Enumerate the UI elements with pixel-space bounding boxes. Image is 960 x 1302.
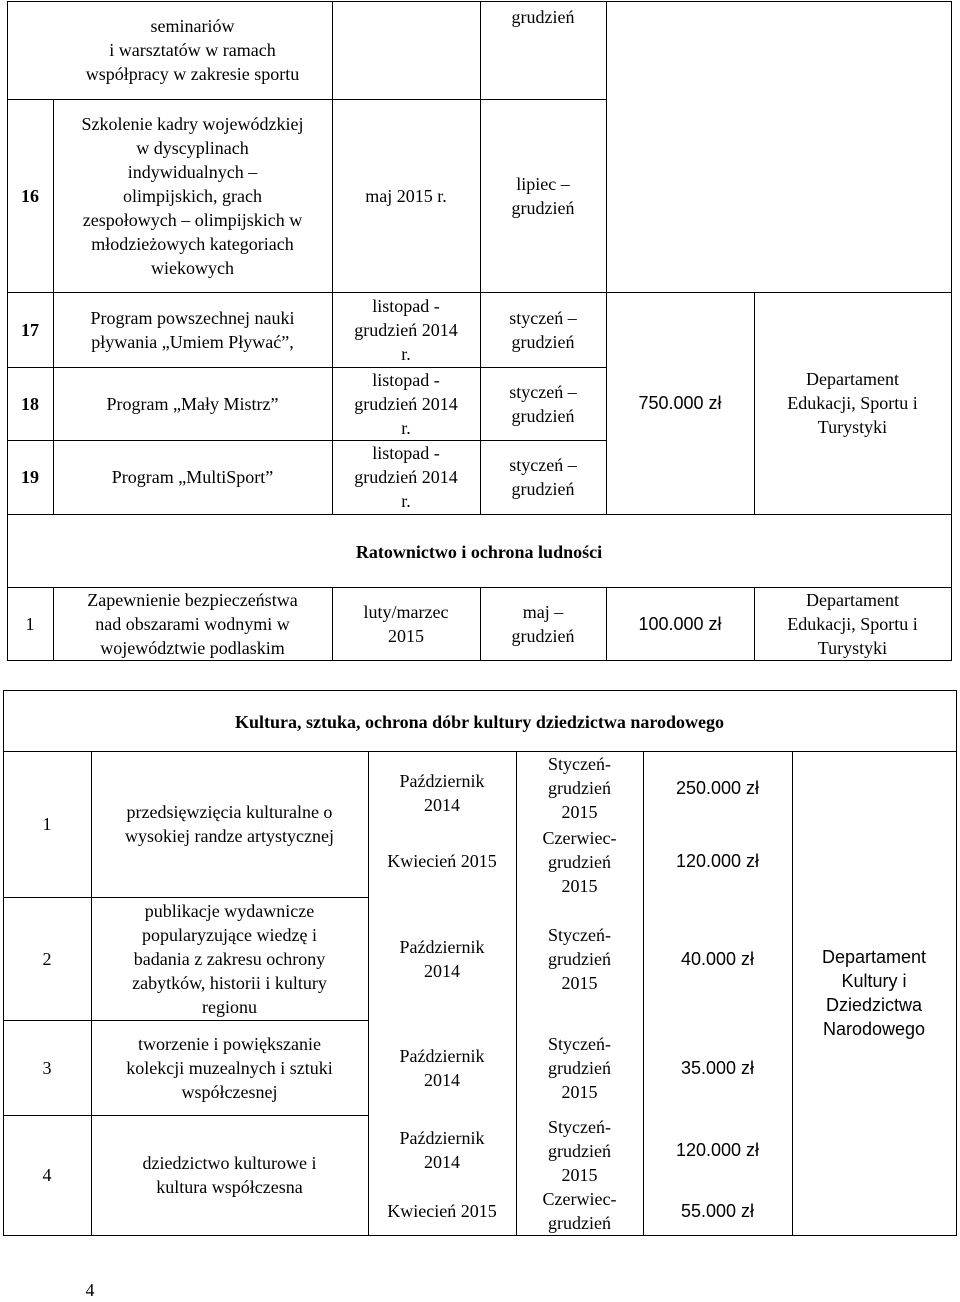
- period-cell: Styczeń- grudzień 2015: [548, 754, 611, 822]
- row-number: 3: [42, 1057, 52, 1078]
- activity-name-cell: Szkolenie kadry wojewódzkiej w dyscyplinach indywidualnych – olimpijskich, grach zespołowych – olimpijskich w młodzieżowych kategoriach wiekowych: [81, 113, 304, 278]
- row-number: 2: [42, 948, 52, 969]
- amount-cell: 120.000 zł: [675, 851, 760, 871]
- activity-name-cell: Program „MultiSport”: [111, 467, 274, 487]
- row-number: 1: [42, 814, 52, 834]
- amount-cell: 55.000 zł: [680, 1201, 755, 1221]
- activity-name-cell: publikacje wydawnicze popularyzujące wiedzę i badania z zakresu ochrony zabytków, historii i kultury regionu: [132, 900, 327, 1017]
- activity-name-cell: Program „Mały Mistrz”: [106, 393, 279, 414]
- activity-name-cell: Program powszechnej nauki pływania „Umiem Pływać”,: [90, 307, 295, 352]
- period-cell: Styczeń- grudzień 2015: [548, 924, 611, 993]
- period-cell: lipiec – grudzień: [511, 173, 575, 218]
- period-cell: Czerwiec- grudzień: [542, 1189, 617, 1233]
- section-header-ratownictwo: Ratownictwo i ochrona ludności: [355, 541, 603, 562]
- date-cell: listopad - grudzień 2014 r.: [354, 369, 458, 438]
- amount-cell: 35.000 zł: [680, 1057, 755, 1078]
- date-cell: luty/marzec 2015: [363, 601, 449, 646]
- amount-cell: 250.000 zł: [675, 778, 760, 798]
- date-cell: Październik 2014: [399, 1128, 485, 1172]
- period-cell: styczeń – grudzień: [509, 307, 577, 352]
- row-number: 17: [21, 319, 39, 340]
- period-cell: styczeń – grudzień: [509, 455, 577, 499]
- period-cell: grudzień: [511, 7, 575, 27]
- date-cell: Kwiecień 2015: [387, 1201, 497, 1221]
- period-cell: styczeń – grudzień: [509, 381, 577, 426]
- date-cell: Kwiecień 2015: [387, 851, 497, 871]
- page-number: 4: [85, 1280, 95, 1300]
- date-cell: listopad - grudzień 2014 r.: [354, 443, 458, 511]
- activity-name-cell: dziedzictwo kulturowe i kultura współczesna: [142, 1153, 317, 1197]
- period-cell: Czerwiec- grudzień 2015: [542, 828, 617, 896]
- period-cell: Styczeń- grudzień 2015: [548, 1033, 611, 1102]
- section-header-kultura: Kultura, sztuka, ochrona dóbr kultury dziedzictwa narodowego: [234, 711, 725, 732]
- period-cell: Styczeń- grudzień 2015: [548, 1117, 611, 1185]
- department-cell: Departament Edukacji, Sportu i Turystyki: [787, 369, 918, 437]
- row-number: 4: [42, 1165, 52, 1185]
- amount-cell: 120.000 zł: [675, 1140, 760, 1160]
- department-cell: Departament Edukacji, Sportu i Turystyki: [787, 589, 918, 658]
- row-number: 18: [21, 393, 39, 414]
- activity-name-cell: seminariów i warsztatów w ramach współpracy w zakresie sportu: [85, 16, 300, 84]
- amount-cell: 100.000 zł: [638, 613, 722, 634]
- department-cell: Departament Kultury i Dziedzictwa Narodowego: [821, 947, 927, 1039]
- activity-name-cell: przedsięwzięcia kulturalne o wysokiej randze artystycznej: [125, 802, 334, 846]
- date-cell: Październik 2014: [399, 771, 485, 815]
- date-cell: Październik 2014: [399, 936, 485, 981]
- row-number: 19: [21, 467, 39, 487]
- period-cell: maj – grudzień: [511, 601, 575, 646]
- date-cell: maj 2015 r.: [365, 185, 447, 206]
- date-cell: listopad - grudzień 2014 r.: [354, 295, 458, 364]
- activity-name-cell: Zapewnienie bezpieczeństwa nad obszarami wodnymi w województwie podlaskim: [87, 589, 298, 658]
- row-number: 16: [21, 185, 39, 206]
- amount-cell: 750.000 zł: [638, 393, 722, 413]
- date-cell: Październik 2014: [399, 1045, 485, 1090]
- activity-name-cell: tworzenie i powiększanie kolekcji muzealnych i sztuki współczesnej: [126, 1033, 333, 1102]
- row-number: 1: [25, 613, 35, 634]
- amount-cell: 40.000 zł: [680, 948, 755, 969]
